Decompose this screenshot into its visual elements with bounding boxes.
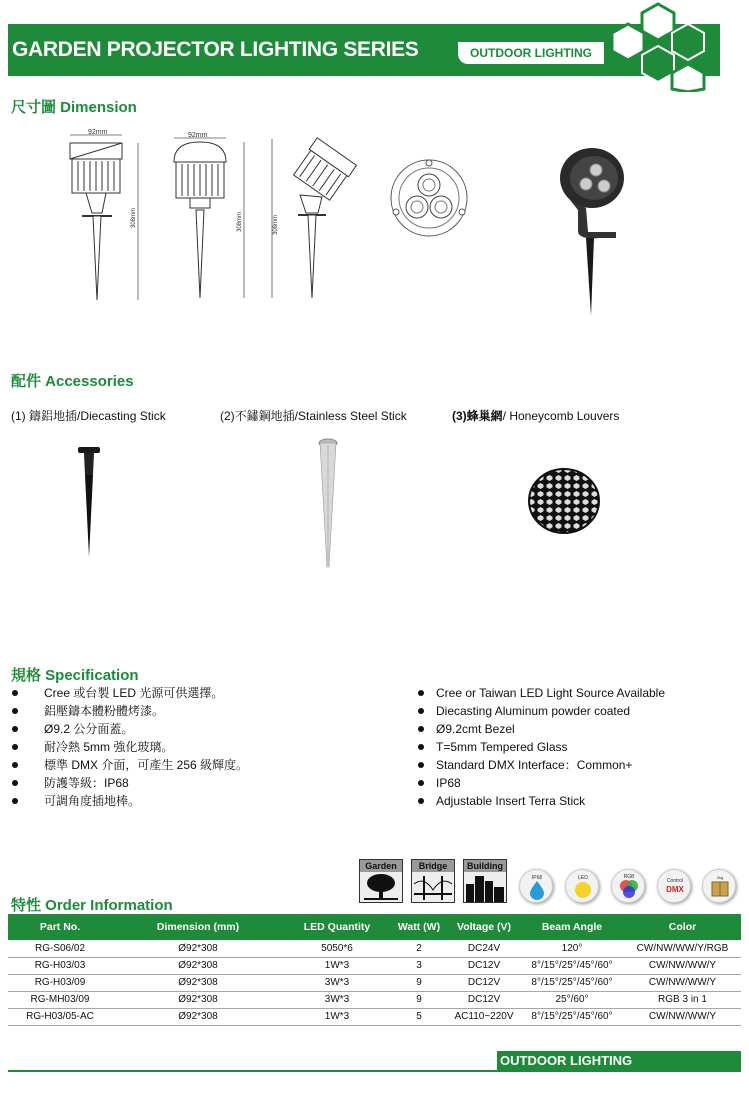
- table-cell: CW/NW/WW/Y: [624, 974, 741, 991]
- table-header-row: [8, 914, 741, 940]
- width-label-2: 92mm: [188, 132, 208, 139]
- table-cell: CW/NW/WW/Y/RGB: [624, 940, 741, 957]
- table-cell: 9: [390, 974, 448, 991]
- spec-item: [12, 792, 248, 810]
- spec-text: Adjustable Insert Terra Stick: [436, 794, 586, 808]
- order-table: [8, 914, 741, 1026]
- table-row: [8, 1008, 741, 1025]
- dimension-drawing-side: [62, 128, 152, 303]
- bullet-icon: [12, 726, 18, 732]
- bullet-icon: [418, 762, 424, 768]
- table-row: [8, 957, 741, 974]
- height-label-1: 308mm: [131, 207, 137, 228]
- column-header: Beam Angle: [520, 914, 624, 940]
- table-cell: Ø92*308: [112, 974, 284, 991]
- bullet-icon: [418, 726, 424, 732]
- tree-icon: [360, 872, 402, 902]
- accessory-label-1: (1) 鑄鋁地插/Diecasting Stick: [11, 409, 166, 423]
- spec-text: T=5mm Tempered Glass: [436, 740, 568, 754]
- dimension-title: 尺寸圖 Dimension: [11, 99, 137, 116]
- table-cell: 3W*3: [284, 991, 390, 1008]
- table-cell: CW/NW/WW/Y: [624, 957, 741, 974]
- spec-text: Ø9.2cmt Bezel: [436, 722, 515, 736]
- building-label: Building: [464, 860, 506, 872]
- spec-text: Ø9.2 公分面蓋。: [44, 722, 134, 736]
- spec-text: 鋁壓鑄本體粉體烤漆。: [44, 704, 165, 718]
- accessory-label-2: (2)不鏽鋼地插/Stainless Steel Stick: [220, 409, 407, 423]
- spec-text: 耐冷熱 5mm 強化玻璃。: [44, 740, 174, 754]
- table-cell: 120°: [520, 940, 624, 957]
- column-header: Part No.: [8, 914, 112, 940]
- table-cell: Ø92*308: [112, 957, 284, 974]
- footer-divider: [8, 1070, 741, 1072]
- dimension-drawing-tilted: [268, 135, 358, 303]
- bullet-icon: [12, 762, 18, 768]
- spec-item: [418, 756, 665, 774]
- table-cell: 25°/60°: [520, 991, 624, 1008]
- garden-label: Garden: [360, 860, 402, 872]
- header-tag: OUTDOOR LIGHTING: [458, 42, 604, 64]
- bridge-label: Bridge: [412, 860, 454, 872]
- spec-item: [12, 774, 248, 792]
- ip68-icon: [519, 869, 553, 903]
- spec-list-english: [418, 684, 665, 810]
- bullet-icon: [12, 798, 18, 804]
- column-header: Watt (W): [390, 914, 448, 940]
- width-label-1: 92mm: [88, 129, 108, 136]
- table-cell: RG-H03/05-AC: [8, 1008, 112, 1025]
- height-label-3: 308mm: [273, 214, 279, 235]
- bridge-icon: [412, 872, 454, 902]
- table-row: [8, 974, 741, 991]
- dimension-drawing-top: [388, 157, 470, 239]
- table-cell: 9: [390, 991, 448, 1008]
- table-cell: DC24V: [448, 940, 520, 957]
- column-header: Voltage (V): [448, 914, 520, 940]
- hexagon-decoration: [600, 2, 710, 92]
- spec-item: [418, 684, 665, 702]
- table-cell: AC110~220V: [448, 1008, 520, 1025]
- page-title: GARDEN PROJECTOR LIGHTING SERIES: [12, 38, 419, 61]
- spec-item: [12, 684, 248, 702]
- table-cell: 8°/15°/25°/45°/60°: [520, 957, 624, 974]
- spec-item: [418, 738, 665, 756]
- spec-text: Diecasting Aluminum powder coated: [436, 704, 631, 718]
- footer-tag: OUTDOOR LIGHTING: [497, 1051, 741, 1071]
- table-cell: DC12V: [448, 991, 520, 1008]
- table-cell: 5050*6: [284, 940, 390, 957]
- rgb-icon-text: RGB: [623, 874, 635, 880]
- spec-text: 標準 DMX 介面，可產生 256 級輝度。: [44, 758, 249, 772]
- bullet-icon: [418, 690, 424, 696]
- bullet-icon: [12, 744, 18, 750]
- led-icon: [565, 869, 599, 903]
- bridge-application-icon: [411, 859, 455, 903]
- table-cell: DC12V: [448, 974, 520, 991]
- table-cell: 1W*3: [284, 1008, 390, 1025]
- dmx-control-icon: [657, 869, 691, 903]
- spec-text: 可調角度插地棒。: [44, 794, 141, 808]
- accessory-label-3: [452, 407, 619, 424]
- table-cell: 8°/15°/25°/45°/60°: [520, 1008, 624, 1025]
- spec-text: Cree 或台製 LED 光源可供選擇。: [44, 686, 224, 700]
- spec-item: [418, 720, 665, 738]
- stainless-stick-image: [312, 437, 344, 569]
- spec-text: 防護等級：IP68: [44, 776, 129, 790]
- spec-item: [12, 756, 248, 774]
- honeycomb-louver-image: [527, 466, 601, 536]
- bullet-icon: [12, 690, 18, 696]
- product-photo: [540, 140, 630, 320]
- spec-item: [12, 738, 248, 756]
- bullet-icon: [418, 744, 424, 750]
- table-cell: Ø92*308: [112, 940, 284, 957]
- weight-icon: [702, 869, 736, 903]
- table-cell: DC12V: [448, 957, 520, 974]
- column-header: LED Quantity: [284, 914, 390, 940]
- height-label-2: 308mm: [237, 211, 243, 232]
- control-icon-text: Control: [666, 878, 684, 884]
- spec-item: [12, 720, 248, 738]
- spec-list-chinese: [12, 684, 248, 810]
- table-cell: RGB 3 in 1: [624, 991, 741, 1008]
- table-cell: 3W*3: [284, 974, 390, 991]
- table-cell: 5: [390, 1008, 448, 1025]
- table-cell: 2: [390, 940, 448, 957]
- spec-text: Cree or Taiwan LED Light Source Available: [436, 686, 666, 700]
- table-cell: Ø92*308: [112, 1008, 284, 1025]
- spec-item: [418, 702, 665, 720]
- spec-item: [418, 792, 665, 810]
- dmx-icon-text: DMX: [666, 885, 684, 894]
- table-cell: RG-MH03/09: [8, 991, 112, 1008]
- column-header: Color: [624, 914, 741, 940]
- table-row: [8, 940, 741, 957]
- table-row: [8, 991, 741, 1008]
- dimension-drawing-front: [168, 132, 253, 302]
- weight-icon-text: 2kg: [716, 875, 724, 880]
- diecasting-stick-image: [70, 445, 110, 560]
- table-cell: RG-H03/03: [8, 957, 112, 974]
- table-cell: 3: [390, 957, 448, 974]
- bullet-icon: [12, 780, 18, 786]
- rgb-icon: [611, 869, 645, 903]
- spec-item: [12, 702, 248, 720]
- table-cell: Ø92*308: [112, 991, 284, 1008]
- table-cell: RG-S06/02: [8, 940, 112, 957]
- led-icon-text: LED: [578, 875, 588, 881]
- table-cell: RG-H03/09: [8, 974, 112, 991]
- accessory-label-3-bold: (3)蜂巢網: [452, 409, 503, 423]
- building-application-icon: [463, 859, 507, 903]
- specification-title: 規格 Specification: [11, 667, 139, 684]
- garden-application-icon: [359, 859, 403, 903]
- order-title: 特性 Order Information: [11, 897, 173, 914]
- building-icon: [464, 872, 506, 902]
- bullet-icon: [418, 708, 424, 714]
- accessories-title: 配件 Accessories: [11, 373, 134, 390]
- bullet-icon: [418, 780, 424, 786]
- table-cell: 1W*3: [284, 957, 390, 974]
- spec-text: IP68: [436, 776, 461, 790]
- spec-text: Standard DMX Interface：Common+: [436, 758, 633, 772]
- bullet-icon: [418, 798, 424, 804]
- accessory-label-3-rest: / Honeycomb Louvers: [502, 409, 620, 423]
- column-header: Dimension (mm): [112, 914, 284, 940]
- table-cell: CW/NW/WW/Y: [624, 1008, 741, 1025]
- ip68-icon-text: IP68: [531, 875, 543, 881]
- bullet-icon: [12, 708, 18, 714]
- table-cell: 8°/15°/25°/45°/60°: [520, 974, 624, 991]
- spec-item: [418, 774, 665, 792]
